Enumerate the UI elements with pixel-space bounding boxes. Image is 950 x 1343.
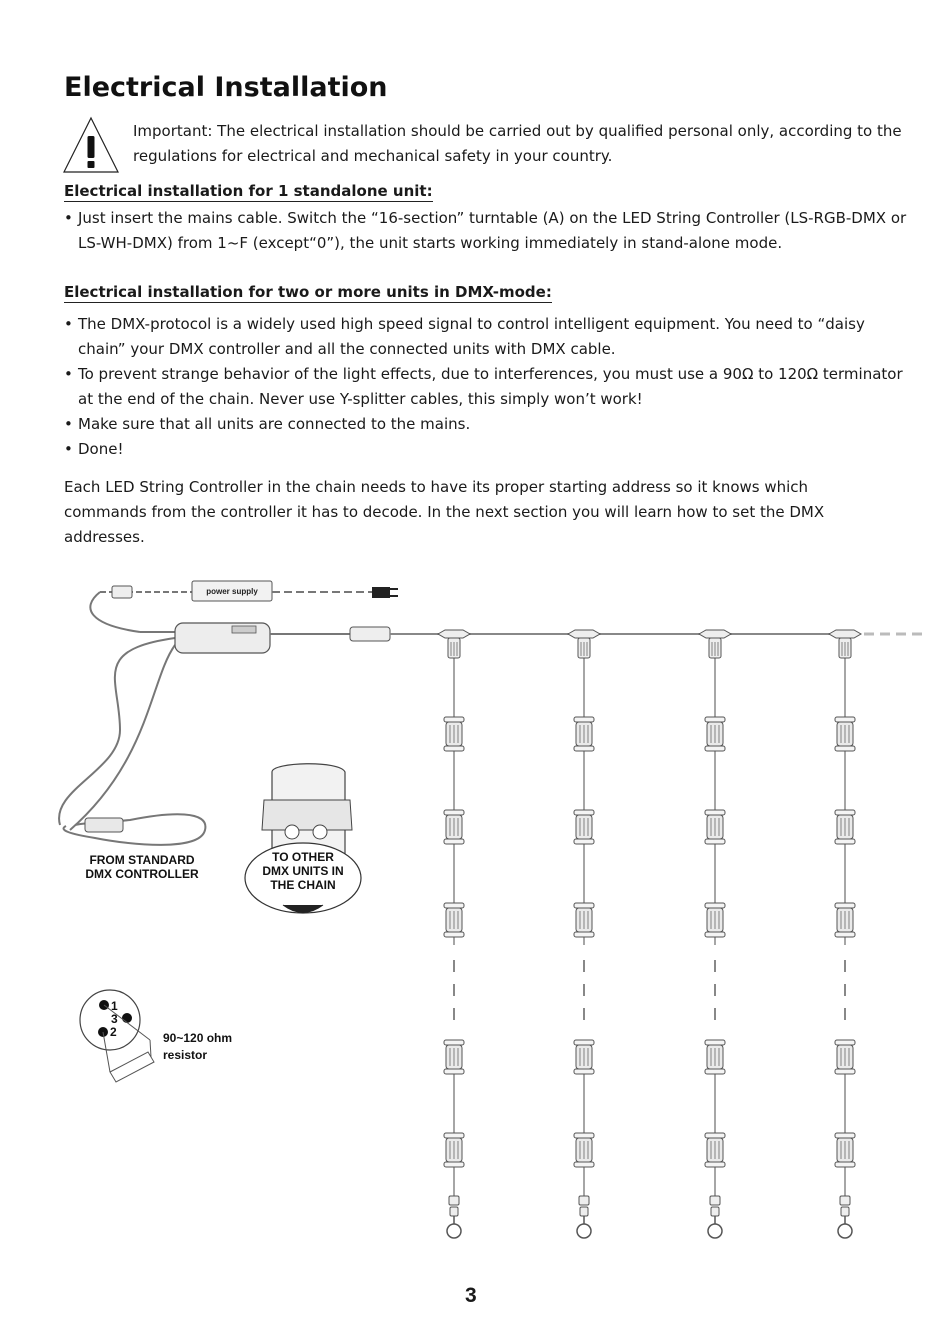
- led-string-1: [438, 630, 470, 1238]
- from-controller-label-1: FROM STANDARD: [89, 853, 195, 867]
- to-other-label-2: DMX UNITS IN: [262, 864, 344, 878]
- power-supply-unit: [100, 581, 398, 601]
- dmx-input-cable: [64, 814, 206, 845]
- pin-1-label: 1: [111, 999, 118, 1013]
- dmx-mode-heading: Electrical installation for two or more units in DMX-mode:: [64, 283, 552, 301]
- to-other-label-3: THE CHAIN: [270, 878, 336, 892]
- from-controller-label-2: DMX CONTROLLER: [85, 867, 199, 881]
- list-item: • Just insert the mains cable. Switch the “16-section” turntable (A) on the LED String Controller (LS-RGB-DMX or LS-WH-DMX) from 1~F (except“0”), the unit starts working immediately in stand-alone mode.: [64, 206, 914, 256]
- resistor-label-1: 90~120 ohm: [163, 1031, 233, 1045]
- list-item: • Done!: [64, 437, 914, 462]
- page-number: 3: [465, 1284, 477, 1307]
- standalone-heading: Electrical installation for 1 standalone unit:: [64, 182, 433, 200]
- list-item: • Make sure that all units are connected to the mains.: [64, 412, 914, 437]
- addressing-paragraph: Each LED String Controller in the chain needs to have its proper starting address so it knows which commands from the controller it has to decode. In the next section you will learn how to set the DMX addresses.: [64, 478, 825, 546]
- power-supply-label: power supply: [206, 587, 258, 596]
- pin-2-label: 2: [110, 1025, 117, 1039]
- pin-3-label: 3: [111, 1012, 118, 1026]
- resistor-label-2: resistor: [163, 1048, 208, 1062]
- led-string-3: [699, 630, 731, 1238]
- led-string-2: [568, 630, 600, 1238]
- to-other-label-1: TO OTHER: [272, 850, 334, 864]
- led-string-4: [829, 630, 861, 1238]
- xlr-terminator-detail: [80, 990, 154, 1082]
- safety-warning-text: Important: The electrical installation should be carried out by qualified personal only, according to the regulations for electrical and mechanical safety in your country.: [133, 122, 902, 165]
- page-title: Electrical Installation: [64, 72, 388, 103]
- list-item: • The DMX-protocol is a widely used high speed signal to control intelligent equipment. You need to “daisy chain” your DMX controller and all the connected units with DMX cable.: [64, 312, 914, 362]
- list-item: • To prevent strange behavior of the light effects, due to interferences, you must use a 90Ω to 120Ω terminator at the end of the chain. Never use Y-splitter cables, this simply won’t work!: [64, 362, 914, 412]
